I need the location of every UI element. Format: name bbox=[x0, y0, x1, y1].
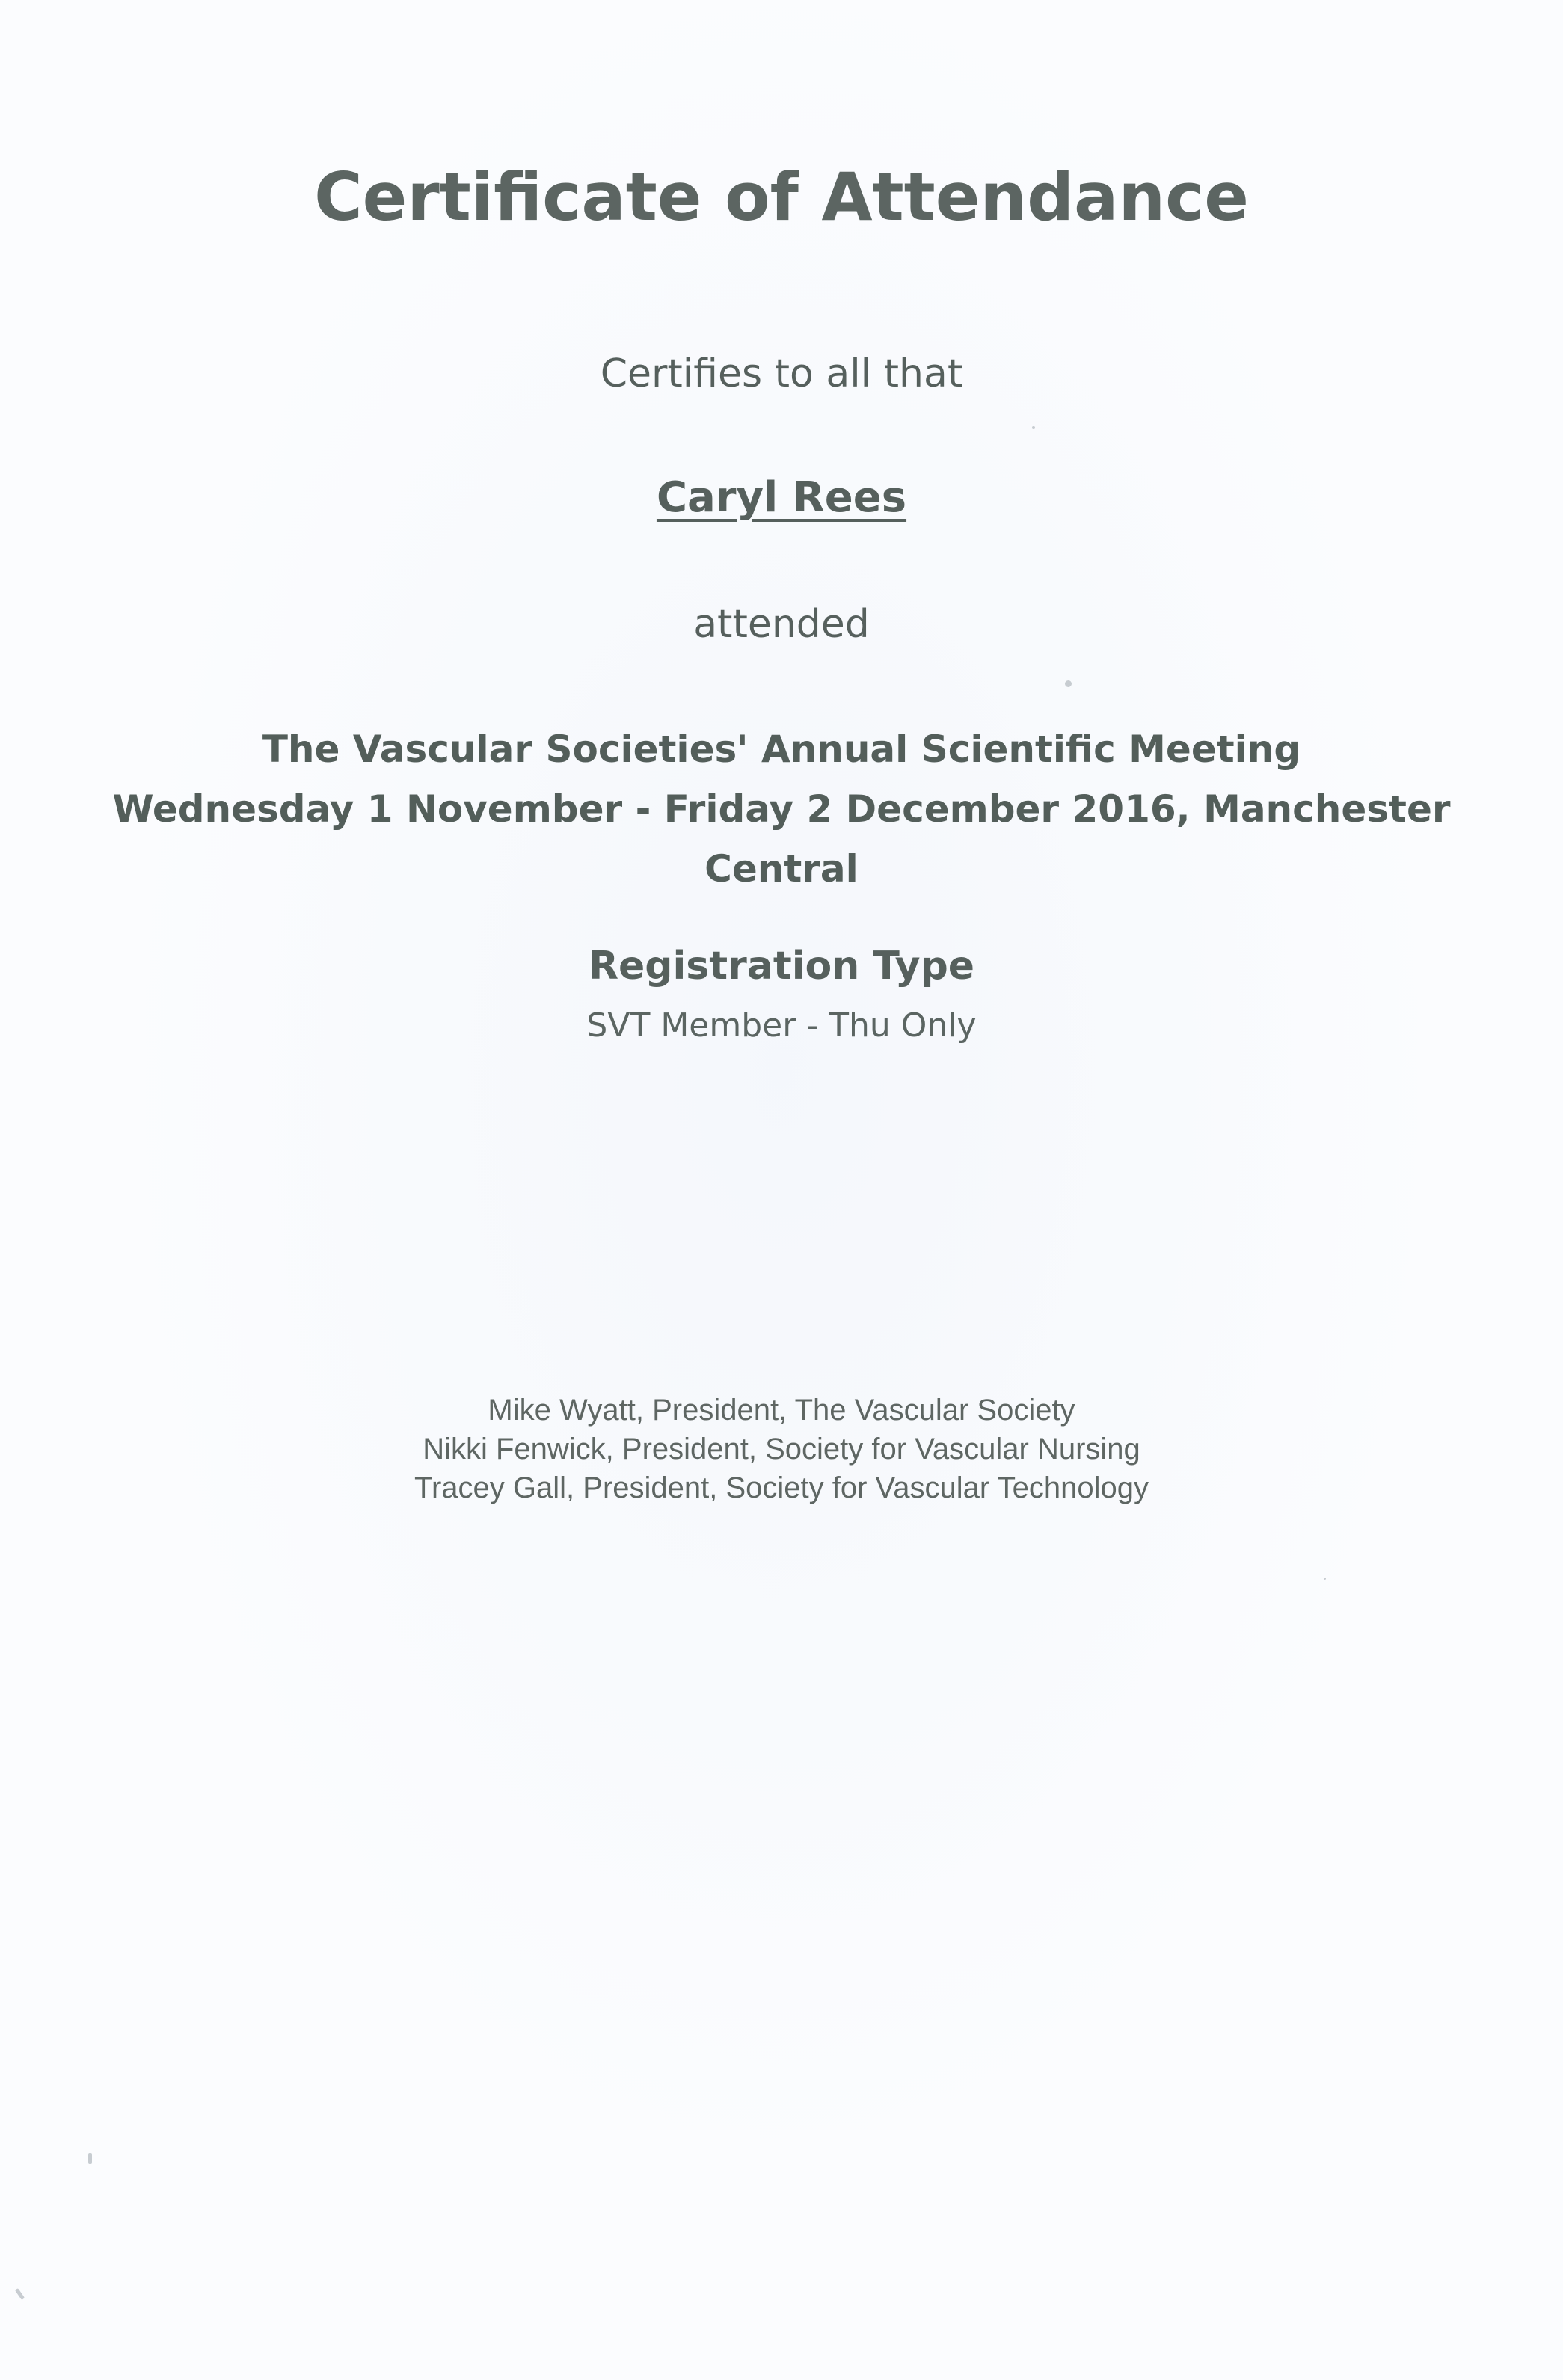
certificate-title: Certificate of Attendance bbox=[314, 159, 1249, 236]
event-dates-venue-line1: Wednesday 1 November - Friday 2 December 2016, Manchester bbox=[112, 787, 1451, 831]
scan-speck bbox=[88, 2153, 92, 2164]
scan-speck bbox=[15, 2288, 25, 2300]
signatory-line: Tracey Gall, President, Society for Vascular Technology bbox=[414, 1472, 1149, 1504]
attended-text: attended bbox=[693, 602, 870, 647]
event-name: The Vascular Societies' Annual Scientific Meeting bbox=[262, 728, 1301, 771]
registration-type-label: Registration Type bbox=[588, 944, 975, 988]
scan-speck bbox=[1032, 426, 1035, 429]
registration-type-value: SVT Member - Thu Only bbox=[586, 1006, 977, 1045]
certifies-text: Certifies to all that bbox=[600, 351, 963, 396]
attendee-name-block bbox=[0, 473, 1563, 522]
event-dates-venue-line2: Central bbox=[704, 847, 859, 891]
scan-speck bbox=[1065, 680, 1072, 687]
scan-speck bbox=[1324, 1578, 1326, 1580]
signatory-line: Nikki Fenwick, President, Society for Vascular Nursing bbox=[423, 1433, 1140, 1466]
signatories-list bbox=[0, 1391, 1563, 1507]
signatory-line: Mike Wyatt, President, The Vascular Society bbox=[488, 1394, 1075, 1427]
event-details bbox=[0, 719, 1563, 899]
attendee-name: Caryl Rees bbox=[656, 473, 907, 522]
